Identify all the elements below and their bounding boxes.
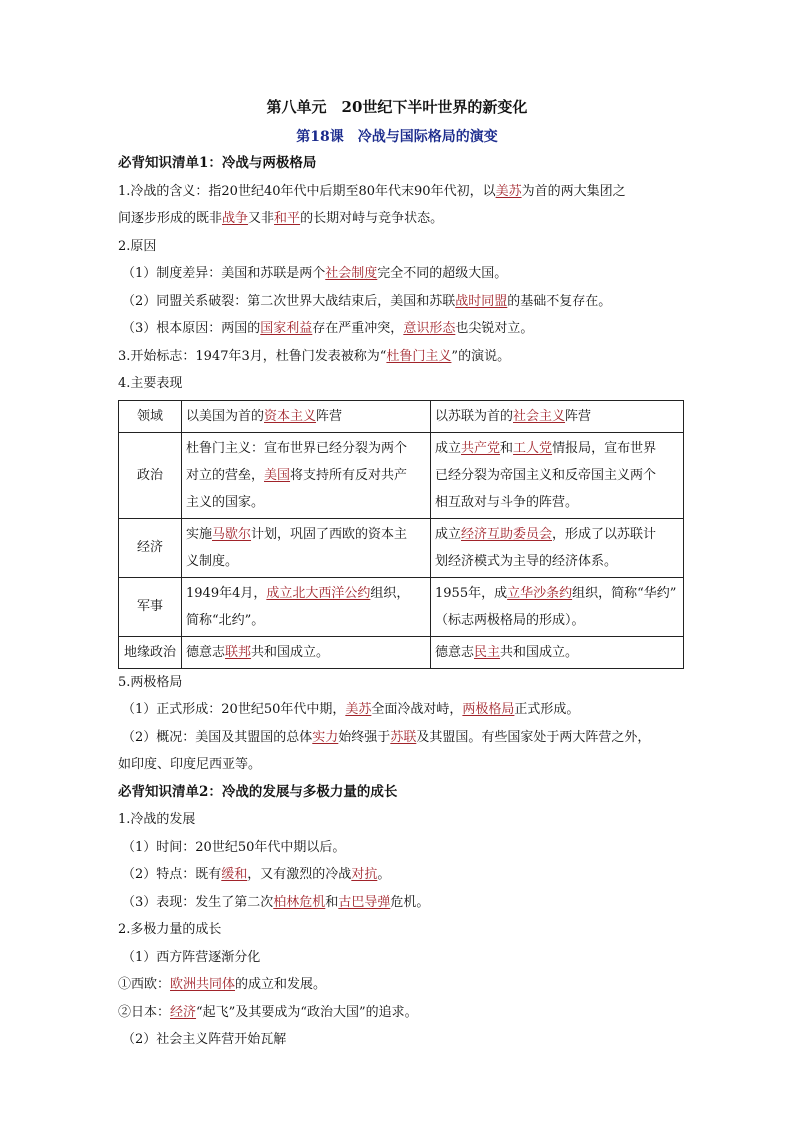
keyword: 柏林危机: [273, 894, 326, 910]
start-marker: [118, 343, 678, 371]
development-point-2: [118, 861, 678, 889]
text: 及其盟国。有些国家处于两大阵营之外，: [416, 729, 651, 745]
text: 1955年，成: [435, 585, 508, 601]
table-header-su: [431, 400, 684, 432]
table-row: [119, 432, 684, 518]
text: 始终强于: [338, 729, 391, 745]
western-europe-line: [118, 971, 678, 999]
unit-title: 第八单元 20世纪下半叶世界的新变化: [266, 98, 528, 116]
text: ，又有激烈的冷战: [247, 867, 352, 882]
text: 危机。: [390, 894, 430, 910]
text: 组织，: [370, 585, 410, 601]
politics-su-cell: [431, 432, 684, 518]
keyword: 联邦: [225, 644, 252, 660]
text: 杜鲁门主义：宣布世界已经分裂为两个: [186, 440, 408, 456]
text: [435, 521, 679, 548]
text: 正式形成。: [514, 702, 580, 717]
manifestations-heading: 4.主要表现: [118, 376, 183, 391]
text: [186, 462, 426, 489]
keyword: 社会制度: [325, 266, 378, 281]
keyword: 美国: [264, 467, 291, 483]
politics-us-cell: [182, 432, 431, 518]
keyword: 立华沙条约: [507, 585, 573, 601]
keyword: 战争: [222, 211, 249, 226]
table-row: [119, 577, 684, 636]
keyword: 工人党: [513, 440, 553, 456]
section-heading-1: 必背知识清单1：冷战与两极格局: [118, 155, 317, 171]
text: 划经济模式为主导的经济体系。: [435, 553, 618, 569]
keyword: 国家利益: [260, 321, 313, 336]
keyword: 资本主义: [264, 408, 317, 424]
text: 为首的两大集团之: [521, 183, 626, 199]
cause-3: [118, 315, 678, 343]
text: 存在严重冲突，: [312, 321, 404, 336]
text: 1.冷战的含义：指20世纪40年代中后期至80年代末90年代初，以: [118, 183, 496, 199]
text: （1）制度差异：美国和苏联是两个: [122, 266, 326, 281]
keyword: 欧洲共同体: [170, 977, 236, 992]
text: （标志两极格局的形成）。: [435, 612, 585, 628]
keyword: 美苏: [345, 702, 372, 717]
text: 也尖锐对立。: [455, 321, 534, 336]
text: ”的演说。: [451, 348, 511, 364]
text: 主义的国家。: [186, 494, 265, 510]
text: （3）表现：发生了第二次: [122, 894, 274, 910]
development-heading: 1.冷战的发展: [118, 812, 196, 827]
text: 共和国成立。: [251, 644, 330, 660]
text: 将支持所有反对共产: [290, 467, 408, 483]
keyword: 对抗: [351, 867, 378, 882]
text: （2）同盟关系破裂：第二次世界大战结束后，美国和苏联: [122, 293, 456, 309]
table-header-us: [182, 400, 431, 432]
text: 共和国成立。: [500, 644, 579, 660]
development-point-3: [118, 889, 678, 917]
military-su-cell: [431, 577, 684, 636]
section-heading-2: 必背知识清单2：冷战的发展与多极力量的成长: [118, 783, 398, 800]
keyword: 两极格局: [462, 702, 515, 717]
text: 以苏联为首的: [435, 408, 514, 424]
text: 实施: [186, 526, 213, 542]
table-row: [119, 400, 684, 432]
table-header-field: 领域: [119, 400, 182, 432]
keyword: 社会主义: [513, 408, 566, 424]
keyword: 实力: [312, 729, 339, 745]
keyword: 杜鲁门主义: [386, 348, 452, 364]
row-label-military: 军事: [119, 577, 182, 636]
text: [435, 435, 679, 462]
text: 德意志: [186, 644, 226, 660]
keyword: 意识形态: [403, 321, 456, 336]
text: 和: [325, 894, 339, 910]
bipolar-point-2-cont: 如印度、印度尼西亚等。: [118, 757, 262, 772]
keyword: 共产党: [461, 440, 501, 456]
keyword: 古巴导弹: [338, 894, 391, 910]
text: 义制度。: [186, 553, 239, 569]
cause-1: [118, 260, 678, 288]
bipolar-point-1: [118, 696, 678, 724]
geo-us-cell: [182, 636, 431, 668]
text: ②日本：: [118, 1004, 171, 1020]
text: [186, 521, 426, 548]
text: （1）正式形成：20世纪50年代中期，: [122, 702, 346, 717]
text: 德意志: [435, 644, 475, 660]
multipolar-point-1: （1）西方阵营逐渐分化: [122, 949, 261, 965]
text: 简称“北约”。: [186, 612, 265, 628]
text: 3.开始标志：1947年3月，杜鲁门发表被称为“: [118, 348, 387, 364]
text: 成立: [435, 526, 462, 542]
text: （3）根本原因：两国的: [122, 321, 261, 336]
row-label-economy: 经济: [119, 518, 182, 577]
military-us-cell: [182, 577, 431, 636]
economy-su-cell: [431, 518, 684, 577]
table-row: [119, 518, 684, 577]
keyword: 缓和: [221, 867, 248, 882]
economy-us-cell: [182, 518, 431, 577]
keyword: 美苏: [495, 183, 522, 199]
text: 又非: [248, 211, 275, 226]
text: 阵营: [316, 408, 343, 424]
table-row: [119, 636, 684, 668]
text: （2）特点：既有: [122, 867, 222, 882]
japan-line: [118, 999, 678, 1027]
cold-war-definition-line-2: [118, 205, 678, 233]
text: 间逐步形成的既非: [118, 211, 223, 226]
manifestations-table: [118, 400, 684, 669]
text: 情报局，宣布世界: [552, 440, 657, 456]
keyword: 民主: [474, 644, 501, 660]
text: 完全不同的超级大国。: [377, 266, 508, 281]
text: 和: [500, 440, 514, 456]
keyword: 战时同盟: [455, 293, 508, 309]
geo-su-cell: [431, 636, 684, 668]
causes-heading: 2.原因: [118, 238, 157, 254]
text: 相互敌对与斗争的阵营。: [435, 494, 579, 510]
text: 以美国为首的: [186, 408, 265, 424]
text: ，形成了以苏联计: [552, 526, 657, 542]
keyword: 经济互助委员会: [461, 526, 553, 542]
keyword: 成立北大西洋公约: [266, 585, 371, 601]
text: 阵营: [565, 408, 592, 424]
text: 1949年4月，: [186, 585, 267, 601]
text: 全面冷战对峙，: [371, 702, 463, 717]
text: 。: [377, 867, 391, 882]
row-label-geopolitics: 地缘政治: [119, 636, 182, 668]
text: 的成立和发展。: [235, 977, 327, 992]
text: [186, 580, 426, 607]
lesson-title: 第18课 冷战与国际格局的演变: [296, 129, 498, 145]
text: “起飞”及其要成为“政治大国”的追求。: [196, 1004, 418, 1020]
text: 对立的营垒，: [186, 467, 265, 483]
document-body: [118, 150, 678, 1054]
multipolar-point-2: （2）社会主义阵营开始瓦解: [122, 1032, 287, 1047]
text: 成立: [435, 440, 462, 456]
cause-2: [118, 288, 678, 316]
text: 的基础不复存在。: [507, 293, 612, 309]
bipolar-heading: 5.两极格局: [118, 674, 183, 690]
keyword: 和平: [274, 211, 301, 226]
keyword: 经济: [170, 1004, 197, 1020]
text: 计划，巩固了西欧的资本主: [251, 526, 408, 542]
text: （2）概况：美国及其盟国的总体: [122, 729, 313, 745]
text: [435, 580, 679, 607]
cold-war-definition-line-1: [118, 178, 678, 206]
text: ①西欧：: [118, 977, 171, 992]
text: 的长期对峙与竞争状态。: [300, 211, 444, 226]
development-point-1: （1）时间：20世纪50年代中期以后。: [122, 839, 346, 855]
row-label-politics: 政治: [119, 432, 182, 518]
text: 已经分裂为帝国主义和反帝国主义两个: [435, 467, 657, 483]
text: 组织，简称“华约”: [572, 585, 677, 601]
keyword: 苏联: [390, 729, 417, 745]
bipolar-point-2: [118, 724, 678, 752]
keyword: 马歇尔: [212, 526, 252, 542]
multipolar-heading: 2.多极力量的成长: [118, 922, 222, 937]
